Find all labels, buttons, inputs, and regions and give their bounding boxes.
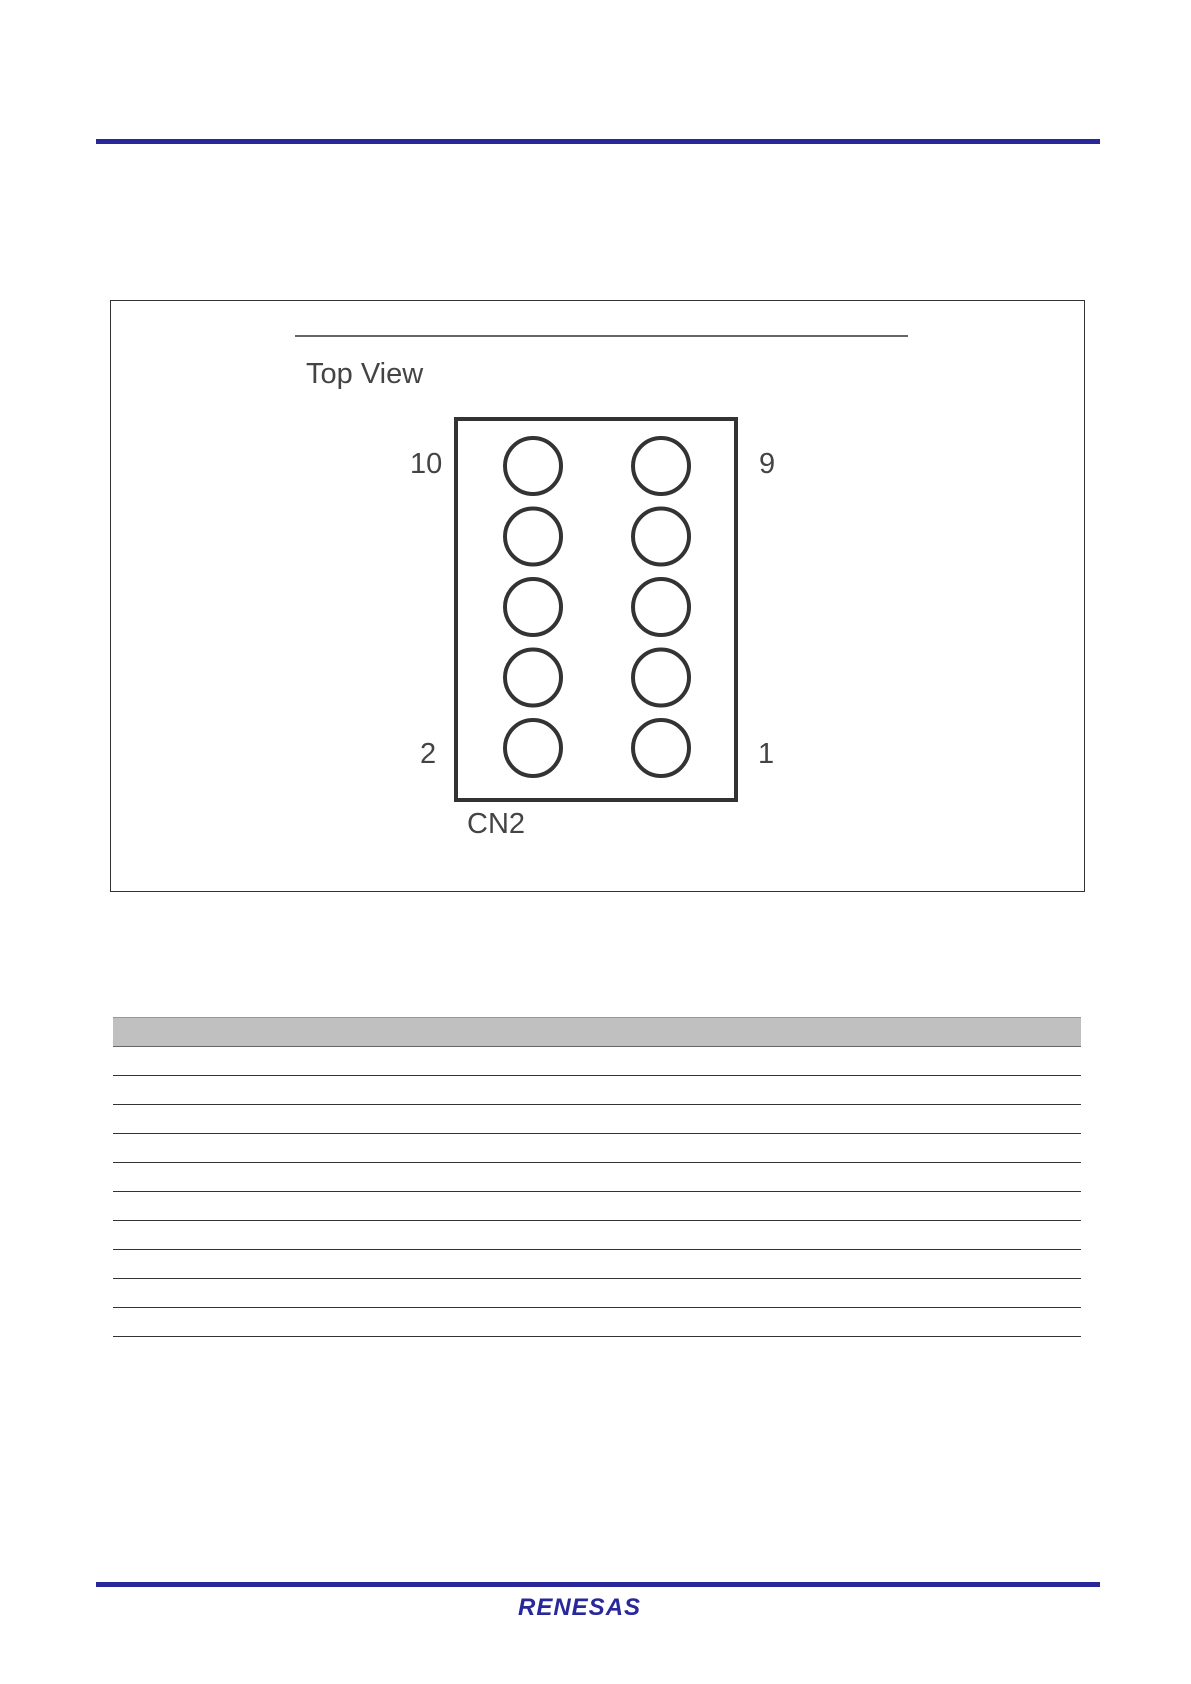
table-cell (758, 1047, 1081, 1076)
table-row (113, 1192, 1081, 1221)
table-cell (436, 1279, 759, 1308)
table-cell (436, 1105, 759, 1134)
table-cell (113, 1047, 436, 1076)
table-cell (758, 1134, 1081, 1163)
pin-circle (505, 438, 561, 494)
connector-diagram (111, 301, 1086, 893)
table-row (113, 1105, 1081, 1134)
table-row (113, 1047, 1081, 1076)
table-cell (113, 1308, 436, 1337)
pin-assignment-table (113, 1017, 1081, 1337)
connector-figure (110, 300, 1085, 892)
table-cell (113, 1221, 436, 1250)
pin-label-1: 1 (758, 738, 775, 770)
table-cell (436, 1192, 759, 1221)
table-cell (758, 1192, 1081, 1221)
table-row (113, 1308, 1081, 1337)
table-row (113, 1279, 1081, 1308)
table-cell (436, 1134, 759, 1163)
table-cell (113, 1105, 436, 1134)
header-rule (96, 139, 1100, 144)
pin-circle (633, 720, 689, 776)
table-cell (758, 1163, 1081, 1192)
table-cell (113, 1250, 436, 1279)
table-cell (436, 1250, 759, 1279)
table-cell (113, 1076, 436, 1105)
pin-label-9: 9 (759, 448, 776, 480)
table-header-row (113, 1018, 1081, 1047)
table-header-cell (758, 1018, 1081, 1047)
table-cell (436, 1076, 759, 1105)
pin-circle (633, 579, 689, 635)
pin-grid (505, 438, 689, 776)
table-row (113, 1076, 1081, 1105)
table-cell (436, 1308, 759, 1337)
pin-circle (633, 509, 689, 565)
table-cell (113, 1192, 436, 1221)
connector-body (456, 419, 736, 800)
table-cell (758, 1105, 1081, 1134)
table-cell (758, 1250, 1081, 1279)
table-row (113, 1163, 1081, 1192)
pin-circle (505, 509, 561, 565)
renesas-logo: RENESAS (518, 1594, 642, 1621)
table-cell (113, 1279, 436, 1308)
table-row (113, 1221, 1081, 1250)
table-header-cell (113, 1018, 436, 1047)
pin-circle (633, 650, 689, 706)
table-cell (758, 1279, 1081, 1308)
pin-circle (505, 720, 561, 776)
table-cell (758, 1076, 1081, 1105)
table-cell (436, 1163, 759, 1192)
table-cell (113, 1134, 436, 1163)
pin-circle (505, 579, 561, 635)
pin-label-2: 2 (420, 738, 437, 770)
table-cell (758, 1221, 1081, 1250)
pin-label-10: 10 (410, 448, 443, 480)
table-cell (113, 1163, 436, 1192)
table-header-cell (436, 1018, 759, 1047)
table-row (113, 1250, 1081, 1279)
pin-circle (505, 650, 561, 706)
connector-label: CN2 (467, 808, 526, 840)
table-cell (436, 1221, 759, 1250)
table-cell (758, 1308, 1081, 1337)
footer-rule (96, 1582, 1100, 1587)
pin-circle (633, 438, 689, 494)
view-label: Top View (306, 358, 424, 390)
table-row (113, 1134, 1081, 1163)
table-cell (436, 1047, 759, 1076)
